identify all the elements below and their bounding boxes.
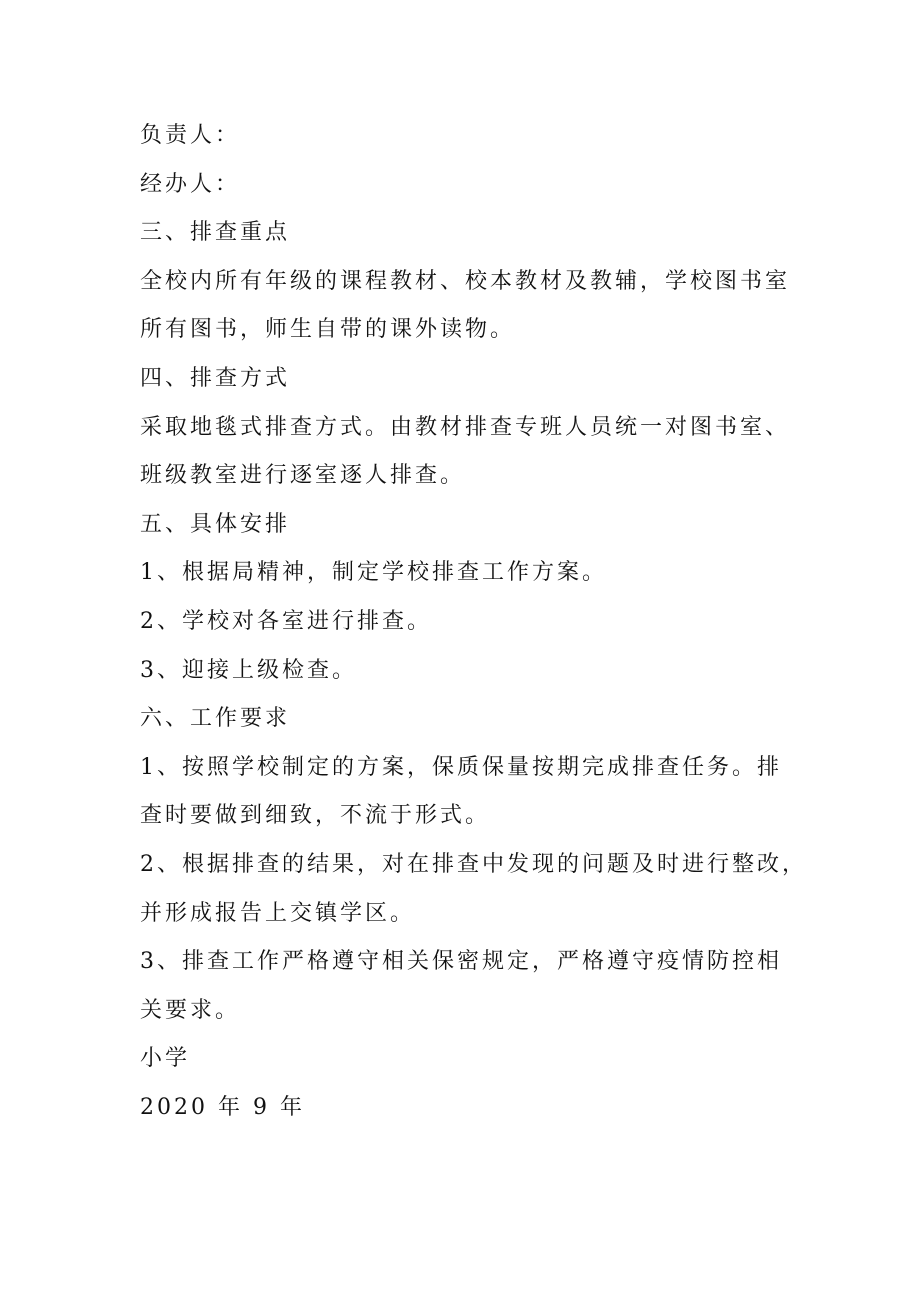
paragraph-line: 全校内所有年级的课程教材、校本教材及教辅，学校图书室 — [140, 268, 791, 294]
list-item: 2、根据排查的结果，对在排查中发现的问题及时进行整改， — [140, 851, 807, 877]
section-heading-requirements: 六、工作要求 — [140, 706, 291, 732]
list-item: 2、学校对各室进行排查。 — [140, 608, 432, 634]
section-heading-inspection-focus: 三、排查重点 — [140, 220, 291, 246]
signature-date: 2020 年 9 年 — [140, 1094, 305, 1120]
list-item: 1、按照学校制定的方案，保质保量按期完成排查任务。排 — [140, 754, 782, 780]
list-item: 1、根据局精神，制定学校排查工作方案。 — [140, 560, 607, 586]
paragraph-line: 采取地毯式排查方式。由教材排查专班人员统一对图书室、 — [140, 414, 791, 440]
section-heading-arrangement: 五、具体安排 — [140, 511, 291, 537]
document-body — [140, 112, 807, 1132]
section-heading-inspection-method: 四、排查方式 — [140, 365, 291, 391]
list-item-continuation: 关要求。 — [140, 997, 241, 1023]
responsible-person-label: 负责人： — [140, 123, 241, 148]
handler-label: 经办人： — [140, 171, 241, 197]
paragraph-line: 班级教室进行逐室逐人排查。 — [140, 463, 466, 489]
list-item-continuation: 查时要做到细致，不流于形式。 — [140, 803, 491, 829]
list-item-continuation: 并形成报告上交镇学区。 — [140, 900, 416, 926]
paragraph-line: 所有图书，师生自带的课外读物。 — [140, 317, 516, 343]
list-item: 3、排查工作严格遵守相关保密规定，严格遵守疫情防控相 — [140, 949, 782, 975]
signature-organization: 小学 — [140, 1046, 191, 1072]
list-item: 3、迎接上级检查。 — [140, 657, 357, 683]
